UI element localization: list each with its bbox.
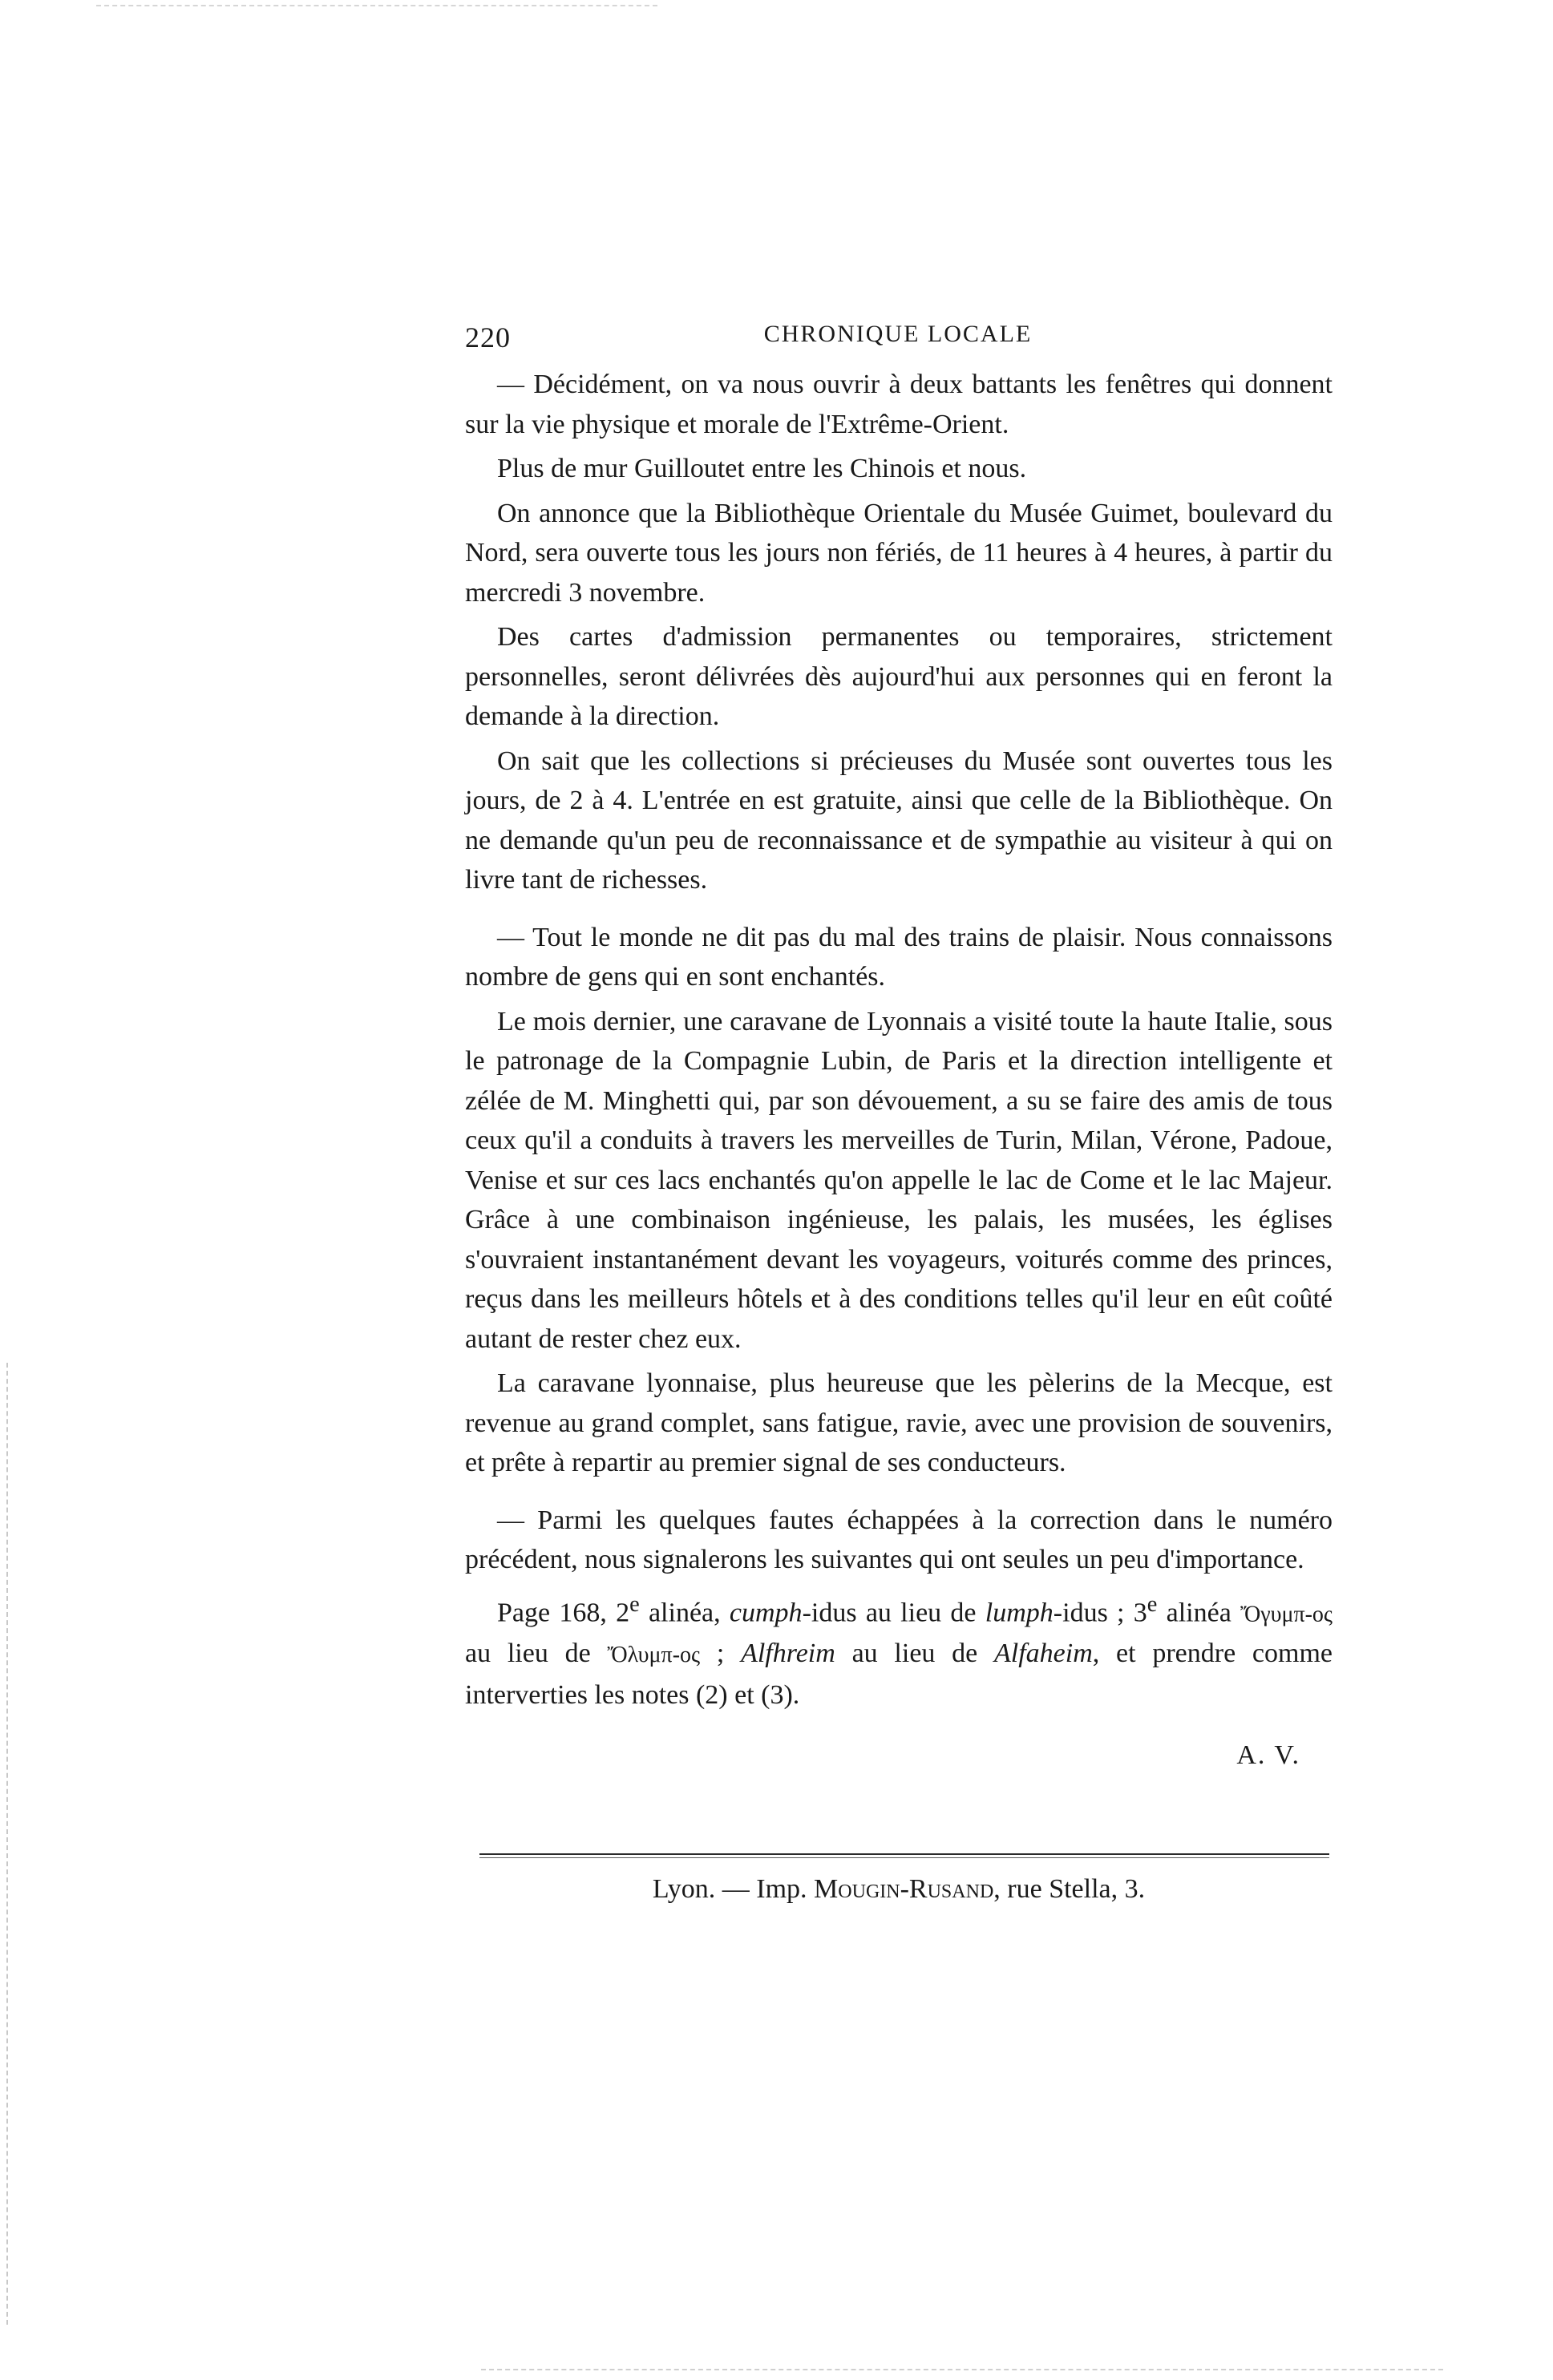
- article-body: [465, 365, 1333, 1771]
- errata-text: alinéa,: [639, 1597, 730, 1627]
- superscript: e: [629, 1591, 640, 1617]
- errata-text: -idus au lieu de: [802, 1597, 985, 1627]
- errata-text: ;: [700, 1639, 742, 1669]
- errata-text: alinéa: [1157, 1597, 1241, 1627]
- scan-artifact-top: [96, 5, 657, 8]
- scan-artifact-left: [6, 1363, 10, 2325]
- paragraph: La caravane lyonnaise, plus heureuse que les pèlerins de la Mecque, est revenue au grand complet, sans fatigue, ravie, avec une provision de souvenirs, et prête à repartir au premier signal de ses conducteurs.: [465, 1368, 1333, 1477]
- errata-wrong-term: cumph: [729, 1597, 803, 1627]
- errata-wrong-term: Alfhreim: [741, 1639, 835, 1669]
- errata-text: au lieu de: [835, 1639, 995, 1669]
- paragraph: On sait que les collections si précieuses du Musée sont ouvertes tous les jours, de 2 à 4. L'entrée en est gratuite, ainsi que celle de la Bibliothèque. On ne demande qu'un peu de reconnaissance et de sympathie au visiteur à qui on livre tant de richesses.: [465, 746, 1333, 895]
- signature: A. V.: [1236, 1740, 1300, 1771]
- imprint-prefix: Lyon. — Imp.: [652, 1874, 815, 1904]
- paragraph-trains: — Tout le monde ne dit pas du mal des trains de plaisir. Nous connaissons nombre de gens qui en sont enchantés.: [465, 922, 1333, 992]
- errata-text: Page 168, 2: [497, 1597, 630, 1627]
- scan-artifact-bottom: [481, 2369, 1443, 2372]
- errata-correct-greek: Ὄλυμπ-ος: [607, 1643, 701, 1668]
- imprint-suffix: , rue Stella, 3.: [993, 1874, 1146, 1904]
- paragraph: Plus de mur Guilloutet entre les Chinois et nous.: [497, 454, 1027, 483]
- errata-text: -idus ; 3: [1053, 1597, 1147, 1627]
- errata-text: , et prendre comme interverties les notes (2) et (3).: [465, 1639, 1333, 1710]
- errata-text: au lieu de: [465, 1639, 608, 1669]
- paragraph-intro: — Décidément, on va nous ouvrir à deux battants les fenêtres qui donnent sur la vie physique et morale de l'Extrême-Orient.: [465, 370, 1333, 439]
- errata-paragraph: [465, 1585, 1333, 1715]
- paragraph: On annonce que la Bibliothèque Orientale du Musée Guimet, boulevard du Nord, sera ouverte tous les jours non fériés, de 11 heures à 4 heures, à partir du mercredi 3 novembre.: [465, 498, 1333, 608]
- paragraph: Des cartes d'admission permanentes ou temporaires, strictement personnelles, seront délivrées dès aujourd'hui aux personnes qui en feront la demande à la direction.: [465, 622, 1333, 731]
- printer-imprint: [465, 1874, 1333, 1905]
- running-title: CHRONIQUE LOCALE: [763, 321, 1033, 347]
- paragraph: Le mois dernier, une caravane de Lyonnais a visité toute la haute Italie, sous le patronage de la Compagnie Lubin, de Paris et la direction intelligente et zélée de M. Minghetti qui, par son dévouement, a su se faire des amis de tous ceux qu'il a conduits à travers les merveilles de Turin, Milan, Vérone, Padoue, Venise et sur ces lacs enchantés qu'on appelle le lac de Come et le lac Majeur. Grâce à une combinaison ingénieuse, les palais, les musées, les églises s'ouvraient instantanément devant les voyageurs, voiturés comme des princes, reçus dans les meilleurs hôtels et à des conditions telles qu'il leur en eût coûté autant de rester chez eux.: [465, 1006, 1333, 1354]
- footer-rule: [479, 1853, 1329, 1855]
- errata-correct-term: lumph: [985, 1597, 1054, 1627]
- paragraph-errata-intro: — Parmi les quelques fautes échappées à la correction dans le numéro précédent, nous signalerons les suivantes qui ont seules un peu d'importance.: [465, 1505, 1333, 1574]
- page-number: 220: [465, 321, 511, 354]
- superscript: e: [1147, 1591, 1158, 1617]
- errata-wrong-greek: Ὄγυμπ-ος: [1240, 1601, 1333, 1626]
- footer-rule-thin: [479, 1857, 1329, 1858]
- imprint-printer: Mougin-Rusand: [814, 1874, 994, 1904]
- page-header: [465, 321, 1331, 361]
- errata-correct-term: Alfaheim: [994, 1639, 1093, 1669]
